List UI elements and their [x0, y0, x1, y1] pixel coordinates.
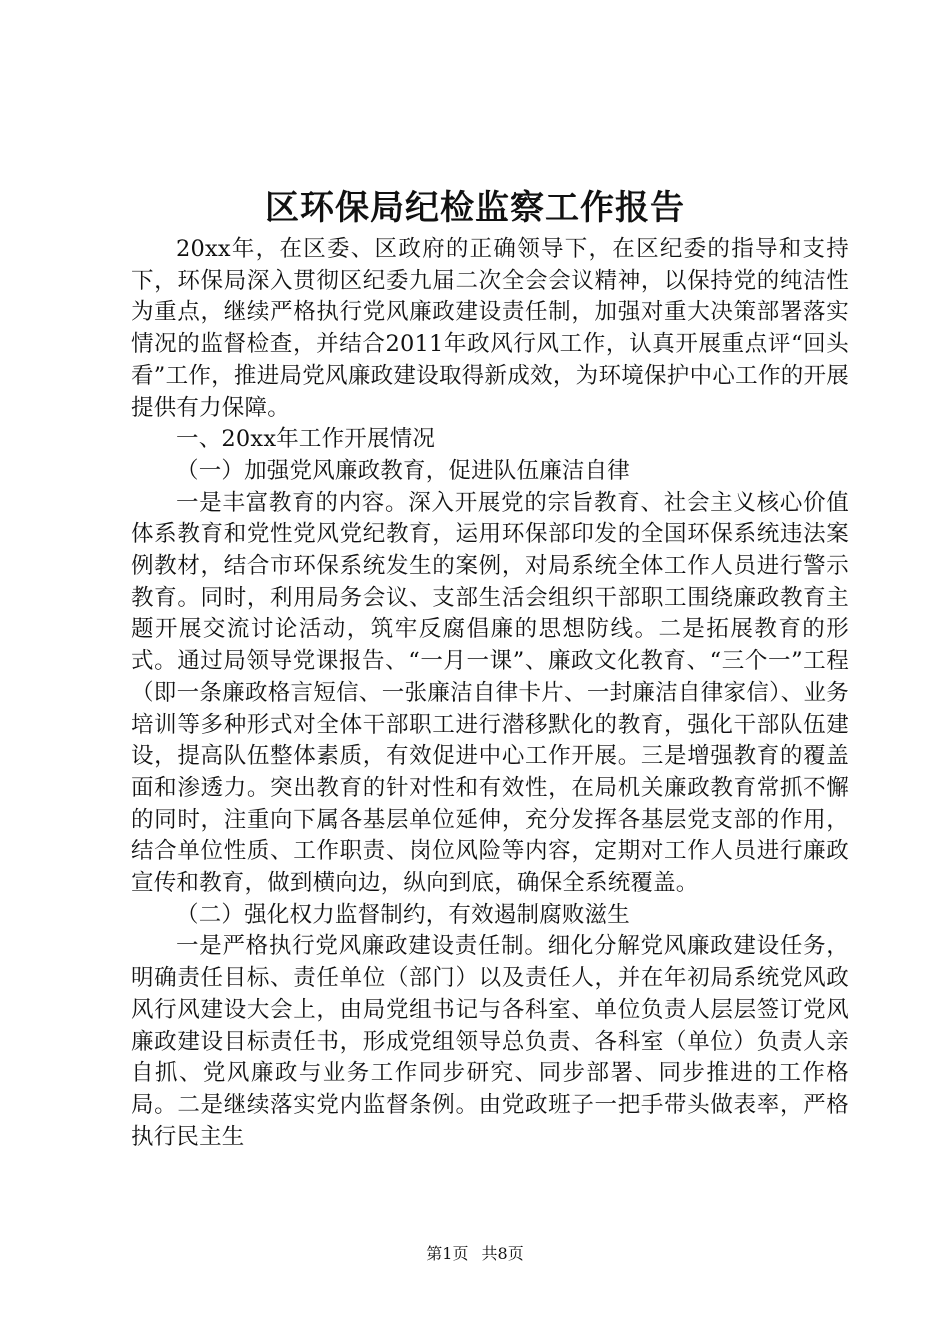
intro-paragraph: 20xx年，在区委、区政府的正确领导下，在区纪委的指导和支持下，环保局深入贯彻区纪委九届二次全会会议精神，以保持党的纯洁性为重点，继续严格执行党风廉政建设责任制，加强对重大决策部署落实情况的监督检查，并结合2011年政风行风工作，认真开展重点评“回头看”工作，推进局党风廉政建设取得新成效，为环境保护中心工作的开展提供有力保障。 [131, 236, 849, 421]
body-paragraph-2: 一是严格执行党风廉政建设责任制。细化分解党风廉政建设任务，明确责任目标、责任单位（部门）以及责任人，并在年初局系统党风政风行风建设大会上，由局党组书记与各科室、单位负责人层层签订党风廉政建设目标责任书，形成党组领导总负责、各科室（单位）负责人亲自抓、党风廉政与业务工作同步研究、同步部署、同步推进的工作格局。二是继续落实党内监督条例。由党政班子一把手带头做表率，严格执行民主生 [131, 933, 849, 1150]
page-total: 共8页 [481, 1244, 524, 1263]
document-title: 区环保局纪检监察工作报告 [265, 188, 685, 228]
page-number: 第1页 [426, 1244, 469, 1263]
page-footer [0, 1243, 950, 1265]
subsection-heading-1: （一）加强党风廉政教育，促进队伍廉洁自律 [176, 457, 631, 484]
subsection-heading-2: （二）强化权力监督制约，有效遏制腐败滋生 [176, 901, 631, 928]
body-paragraph-1: 一是丰富教育的内容。深入开展党的宗旨教育、社会主义核心价值体系教育和党性党风党纪教育，运用环保部印发的全国环保系统违法案例教材，结合市环保系统发生的案例，对局系统全体工作人员进行警示教育。同时，利用局务会议、支部生活会组织干部职工围绕廉政教育主题开展交流讨论活动，筑牢反腐倡廉的思想防线。二是拓展教育的形式。通过局领导党课报告、“一月一课”、廉政文化教育、“三个一”工程（即一条廉政格言短信、一张廉洁自律卡片、一封廉洁自律家信）、业务培训等多种形式对全体干部职工进行潜移默化的教育，强化干部队伍建设，提高队伍整体素质，有效促进中心工作开展。三是增强教育的覆盖面和渗透力。突出教育的针对性和有效性，在局机关廉政教育常抓不懈的同时，注重向下属各基层单位延伸，充分发挥各基层党支部的作用，结合单位性质、工作职责、岗位风险等内容，定期对工作人员进行廉政宣传和教育，做到横向边，纵向到底，确保全系统覆盖。 [131, 489, 849, 897]
section-heading-1: 一、20xx年工作开展情况 [176, 426, 436, 453]
document-body [131, 234, 849, 1153]
